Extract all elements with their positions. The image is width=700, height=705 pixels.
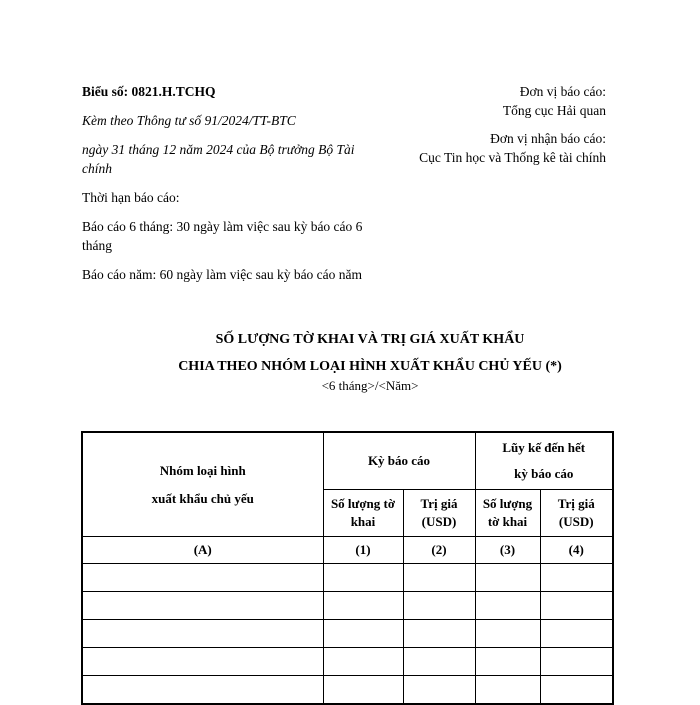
form-code: Biểu số: 0821.H.TCHQ	[82, 84, 216, 99]
deadline-year: Báo cáo năm: 60 ngày làm việc sau kỳ báo cáo năm	[82, 267, 363, 282]
reporting-unit: Tổng cục Hải quan	[502, 103, 606, 118]
table-row	[82, 564, 613, 592]
header-declaration-count: Số lượng tờ khai	[323, 490, 403, 537]
code-4: (4)	[540, 537, 613, 564]
header-export-group: Nhóm loại hình xuất khẩu chủ yếu	[82, 432, 323, 537]
issued-date: ngày 31 tháng 12 năm 2024 của Bộ trưởng Bộ Tài chính	[82, 142, 355, 176]
form-info	[82, 82, 382, 294]
report-title	[0, 330, 700, 395]
table-row	[82, 648, 613, 676]
code-a: (A)	[82, 537, 323, 564]
deadline-6-months: Báo cáo 6 tháng: 30 ngày làm việc sau kỳ báo cáo 6 tháng	[82, 219, 363, 253]
table-row	[82, 592, 613, 620]
receiving-unit: Cục Tin học và Thống kê tài chính	[419, 150, 606, 165]
unit-info	[406, 82, 606, 176]
header-value-usd: Trị giá (USD)	[403, 490, 475, 537]
header-cumulative: Lũy kế đến hết kỳ báo cáo	[475, 432, 613, 490]
header-reporting-period: Kỳ báo cáo	[323, 432, 475, 490]
receiving-unit-label: Đơn vị nhận báo cáo:	[490, 131, 606, 146]
column-code-row	[82, 537, 613, 564]
report-table	[81, 431, 614, 705]
reporting-unit-label: Đơn vị báo cáo:	[519, 84, 606, 99]
deadline-label: Thời hạn báo cáo:	[82, 190, 180, 205]
code-2: (2)	[403, 537, 475, 564]
code-1: (1)	[323, 537, 403, 564]
code-3: (3)	[475, 537, 540, 564]
table-row	[82, 620, 613, 648]
header-cumulative-value: Trị giá (USD)	[540, 490, 613, 537]
title-line-2: CHIA THEO NHÓM LOẠI HÌNH XUẤT KHẨU CHỦ YẾU (*)	[178, 359, 562, 374]
attached-to: Kèm theo Thông tư số 91/2024/TT-BTC	[82, 113, 296, 128]
title-line-1: SỐ LƯỢNG TỜ KHAI VÀ TRỊ GIÁ XUẤT KHẨU	[215, 332, 525, 347]
report-period: <6 tháng>/<Năm>	[321, 378, 419, 393]
header-cumulative-count: Số lượng tờ khai	[475, 490, 540, 537]
